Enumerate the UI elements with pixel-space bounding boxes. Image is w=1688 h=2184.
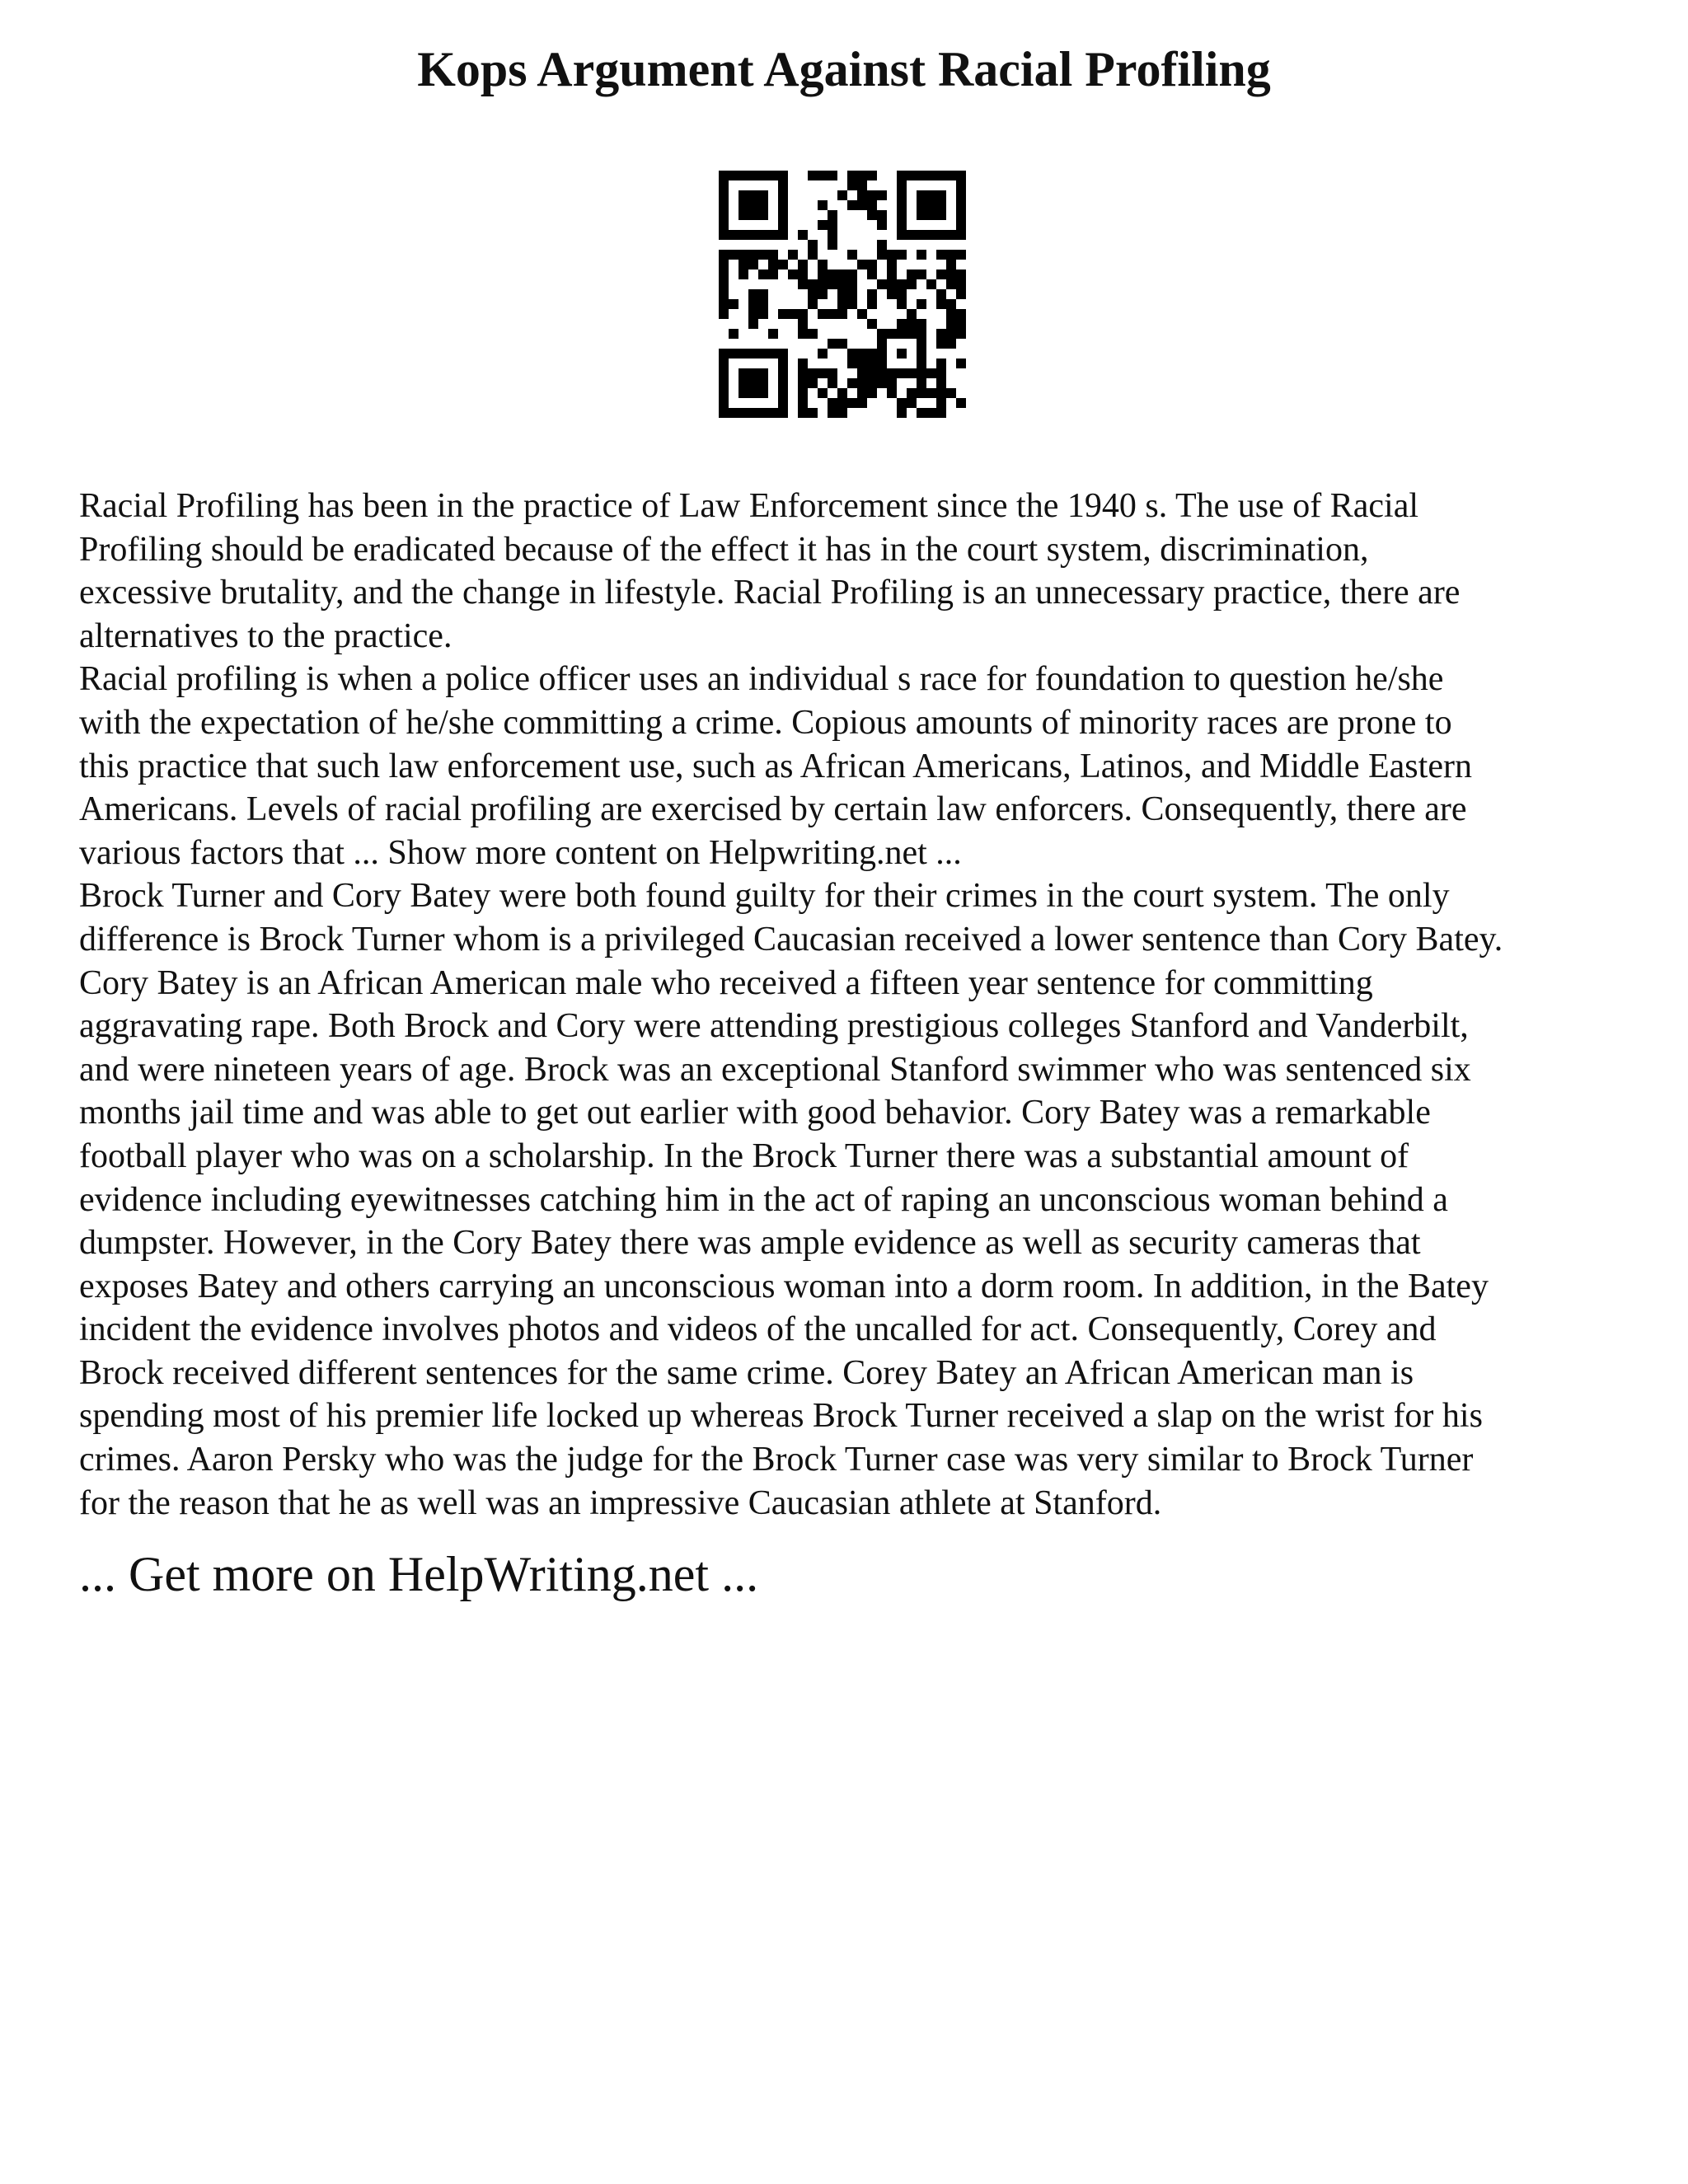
essay-body: Racial Profiling has been in the practice of Law Enforcement since the 1940 s. The use of Racial Profiling should be eradicated because of the effect it has in the court system, discrimination, excessive brutality, and the change in lifestyle. Racial Profiling is an unnecessary practice, there are alternatives to the practice. Racial profiling is when a police officer uses an individual s race for foundation to question he/she with the expectation of he/she committing a crime. Copious amounts of minority races are prone to this practice that such law enforcement use, such as African Americans, Latinos, and Middle Eastern Americans. Levels of racial profiling are exercised by certain law enforcers. Consequently, there are various factors that ... Show more content on Helpwriting.net ... Brock Turner and Cory Batey were both found guilty for their crimes in the court system. The only difference is Brock Turner whom is a privileged Caucasian received a lower sentence than Cory Batey. Cory Batey is an African American male who received a fifteen year sentence for committing aggravating rape. Both Brock and Cory were attending prestigious colleges Stanford and Vanderbilt, and were nineteen years of age. Brock was an exceptional Stanford swimmer who was sentenced six months jail time and was able to get out earlier with good behavior. Cory Batey was a remarkable football player who was on a scholarship. In the Brock Turner there was a substantial amount of evidence including eyewitnesses catching him in the act of raping an unconscious woman behind a dumpster. However, in the Cory Batey there was ample evidence as well as security cameras that exposes Batey and others carrying an unconscious woman into a dorm room. In addition, in the Batey incident the evidence involves photos and videos of the uncalled for act. Consequently, Corey and Brock received different sentences for the same crime. Corey Batey an African American man is spending most of his premier life locked up whereas Brock Turner received a slap on the wrist for his crimes. Aaron Persky who was the judge for the Brock Turner case was very similar to Brock Turner for the reason that he as well was an impressive Caucasian athlete at Stanford. xyxy=(79,487,1503,1522)
page-title: Kops Argument Against Racial Profiling xyxy=(417,42,1271,96)
qr-code-icon xyxy=(719,171,966,418)
get-more-link[interactable]: ... Get more on HelpWriting.net ... xyxy=(79,1547,759,1601)
